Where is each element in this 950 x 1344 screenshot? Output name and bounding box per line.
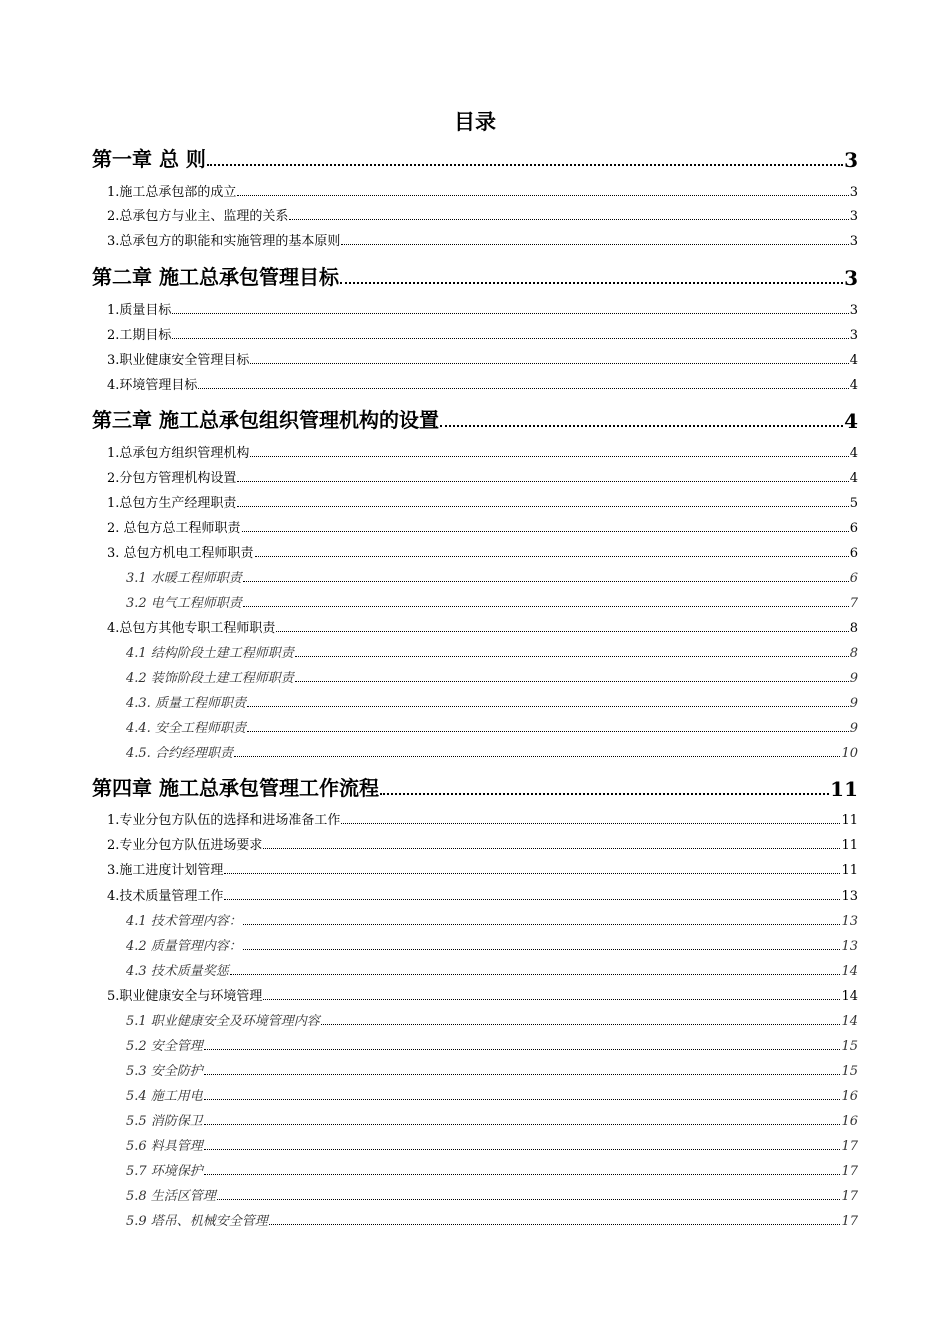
- toc-page-number: 5: [849, 496, 858, 511]
- dot-leader: [295, 656, 849, 657]
- dot-leader: [234, 756, 841, 757]
- toc-page-number: 14: [841, 964, 858, 979]
- toc-page-number: 11: [841, 813, 858, 828]
- toc-page-number: 6: [849, 546, 858, 561]
- toc-entry-label: 5.9 塔吊、机械安全管理: [126, 1214, 268, 1229]
- toc-page-number: 3: [849, 185, 858, 200]
- toc-section-entry[interactable]: [107, 323, 858, 343]
- toc-entry-label: 5.4 施工用电: [126, 1089, 203, 1104]
- dot-leader: [340, 282, 843, 284]
- toc-entry-label: 5.3 安全防护: [126, 1064, 203, 1079]
- toc-page-number: 14: [841, 1014, 858, 1029]
- dot-leader: [230, 974, 841, 975]
- toc-subsection-entry[interactable]: [126, 1034, 858, 1054]
- toc-entry-label: 5.8 生活区管理: [126, 1189, 216, 1204]
- dot-leader: [255, 556, 849, 557]
- toc-page-number: 3: [849, 209, 858, 224]
- toc-section-entry[interactable]: [107, 229, 858, 249]
- dot-leader: [217, 1199, 841, 1200]
- toc-page-number: 3: [849, 328, 858, 343]
- dot-leader: [321, 1024, 841, 1025]
- toc-page-number: 3: [844, 266, 858, 290]
- toc-entry-label: 5.7 环境保护: [126, 1164, 203, 1179]
- toc-section-entry[interactable]: [107, 466, 858, 486]
- toc-entry-label: 4.1 技术管理内容：: [126, 914, 242, 929]
- toc-page-number: 7: [849, 596, 858, 611]
- toc-entry-label: 5.1 职业健康安全及环境管理内容: [126, 1014, 320, 1029]
- dot-leader: [250, 456, 848, 457]
- toc-entry-label: 4.1 结构阶段土建工程师职责: [126, 646, 294, 661]
- toc-section-entry[interactable]: [107, 616, 858, 636]
- toc-section-entry[interactable]: [107, 808, 858, 828]
- dot-leader: [204, 1174, 841, 1175]
- dot-leader: [243, 581, 849, 582]
- toc-entry-label: 3.2 电气工程师职责: [126, 596, 242, 611]
- toc-subsection-entry[interactable]: [126, 959, 858, 979]
- dot-leader: [237, 481, 848, 482]
- dot-leader: [243, 949, 841, 950]
- toc-page-number: 6: [849, 571, 858, 586]
- toc-page-number: 9: [849, 671, 858, 686]
- toc-section-entry[interactable]: [107, 491, 858, 511]
- toc-subsection-entry[interactable]: [126, 716, 858, 736]
- toc-page-number: 8: [849, 621, 858, 636]
- toc-page-number: 17: [841, 1139, 858, 1154]
- toc-entry-label: 4.3 技术质量奖惩: [126, 964, 229, 979]
- toc-page-number: 15: [841, 1064, 858, 1079]
- dot-leader: [198, 388, 848, 389]
- dot-leader: [204, 1124, 841, 1125]
- toc-page-number: 13: [841, 889, 858, 904]
- toc-section-entry[interactable]: [107, 373, 858, 393]
- toc-page-number: 17: [841, 1214, 858, 1229]
- page-title: 目录: [454, 110, 496, 134]
- toc-subsection-entry[interactable]: [126, 1059, 858, 1079]
- toc-section-entry[interactable]: [107, 541, 858, 561]
- toc-subsection-entry[interactable]: [126, 741, 858, 761]
- dot-leader: [250, 363, 848, 364]
- toc-entry-label: 4.总包方其他专职工程师职责: [107, 621, 276, 636]
- toc-chapter-entry[interactable]: [92, 773, 858, 801]
- toc-section-entry[interactable]: [107, 884, 858, 904]
- toc-entry-label: 4.环境管理目标: [107, 378, 198, 393]
- dot-leader: [243, 606, 849, 607]
- dot-leader: [341, 823, 840, 824]
- toc-entry-label: 3.职业健康安全管理目标: [107, 353, 250, 368]
- toc-chapter-entry[interactable]: [92, 144, 858, 172]
- toc-entry-label: 第二章 施工总承包管理目标: [92, 265, 339, 289]
- dot-leader: [289, 219, 848, 220]
- dot-leader: [295, 681, 849, 682]
- dot-leader: [204, 1149, 841, 1150]
- toc-page-number: 3: [849, 303, 858, 318]
- toc-subsection-entry[interactable]: [126, 641, 858, 661]
- toc-subsection-entry[interactable]: [126, 1109, 858, 1129]
- toc-entry-label: 5.2 安全管理: [126, 1039, 203, 1054]
- toc-chapter-entry[interactable]: [92, 262, 858, 290]
- toc-section-entry[interactable]: [107, 516, 858, 536]
- dot-leader: [242, 531, 849, 532]
- toc-page-number: 4: [849, 471, 858, 486]
- dot-leader: [269, 1224, 841, 1225]
- toc-subsection-entry[interactable]: [126, 934, 858, 954]
- dot-leader: [247, 731, 849, 732]
- toc-subsection-entry[interactable]: [126, 1159, 858, 1179]
- toc-page-number: 13: [841, 939, 858, 954]
- toc-entry-label: 5.5 消防保卫: [126, 1114, 203, 1129]
- toc-entry-label: 1.专业分包方队伍的选择和进场准备工作: [107, 813, 341, 828]
- dot-leader: [224, 873, 840, 874]
- dot-leader: [204, 1074, 841, 1075]
- toc-section-entry[interactable]: [107, 204, 858, 224]
- toc-section-entry[interactable]: [107, 298, 858, 318]
- toc-entry-label: 1.施工总承包部的成立: [107, 185, 237, 200]
- toc-subsection-entry[interactable]: [126, 1209, 858, 1229]
- dot-leader: [237, 195, 848, 196]
- toc-page-number: 9: [849, 721, 858, 736]
- toc-section-entry[interactable]: [107, 833, 858, 853]
- toc-entry-label: 3.总承包方的职能和实施管理的基本原则: [107, 234, 341, 249]
- toc-chapter-entry[interactable]: [92, 405, 858, 433]
- toc-section-entry[interactable]: [107, 348, 858, 368]
- dot-leader: [341, 244, 848, 245]
- toc-page-number: 3: [849, 234, 858, 249]
- toc-entry-label: 5.职业健康安全与环境管理: [107, 989, 263, 1004]
- dot-leader: [172, 313, 848, 314]
- toc-subsection-entry[interactable]: [126, 566, 858, 586]
- toc-section-entry[interactable]: [107, 180, 858, 200]
- toc-entry-label: 2.专业分包方队伍进场要求: [107, 838, 263, 853]
- toc-subsection-entry[interactable]: [126, 909, 858, 929]
- dot-leader: [204, 1049, 841, 1050]
- toc-subsection-entry[interactable]: [126, 1134, 858, 1154]
- toc-entry-label: 第四章 施工总承包管理工作流程: [92, 776, 379, 800]
- toc-page-number: 8: [849, 646, 858, 661]
- dot-leader: [243, 924, 841, 925]
- dot-leader: [247, 706, 849, 707]
- toc-entry-label: 3. 总包方机电工程师职责: [107, 546, 254, 561]
- toc-entry-label: 4.3. 质量工程师职责: [126, 696, 246, 711]
- toc-entry-label: 2.分包方管理机构设置: [107, 471, 237, 486]
- toc-entry-label: 4.2 质量管理内容：: [126, 939, 242, 954]
- toc-page-number: 11: [841, 838, 858, 853]
- toc-entry-label: 3.1 水暖工程师职责: [126, 571, 242, 586]
- toc-page-number: 15: [841, 1039, 858, 1054]
- toc-entry-label: 4.5. 合约经理职责: [126, 746, 233, 761]
- toc-page-number: 9: [849, 696, 858, 711]
- toc-entry-label: 1.总包方生产经理职责: [107, 496, 237, 511]
- toc-section-entry[interactable]: [107, 858, 858, 878]
- dot-leader: [204, 1099, 841, 1100]
- toc-page-number: 4: [849, 353, 858, 368]
- dot-leader: [237, 506, 848, 507]
- toc-entry-label: 4.2 装饰阶段土建工程师职责: [126, 671, 294, 686]
- toc-entry-label: 2. 总包方总工程师职责: [107, 521, 241, 536]
- toc-page-number: 13: [841, 914, 858, 929]
- dot-leader: [440, 425, 843, 427]
- dot-leader: [207, 164, 843, 166]
- toc-page-number: 17: [841, 1164, 858, 1179]
- toc-page-number: 4: [849, 446, 858, 461]
- dot-leader: [172, 338, 848, 339]
- toc-entry-label: 2.总承包方与业主、监理的关系: [107, 209, 289, 224]
- toc-subsection-entry[interactable]: [126, 1184, 858, 1204]
- dot-leader: [380, 793, 829, 795]
- toc-page-number: 14: [841, 989, 858, 1004]
- toc-page-number: 11: [830, 777, 858, 801]
- toc-page-number: 17: [841, 1189, 858, 1204]
- toc-subsection-entry[interactable]: [126, 691, 858, 711]
- toc-entry-label: 3.施工进度计划管理: [107, 863, 224, 878]
- toc-subsection-entry[interactable]: [126, 1009, 858, 1029]
- toc-entry-label: 1.质量目标: [107, 303, 172, 318]
- toc-entry-label: 4.技术质量管理工作: [107, 889, 224, 904]
- dot-leader: [224, 899, 840, 900]
- toc-entry-label: 第三章 施工总承包组织管理机构的设置: [92, 408, 439, 432]
- toc-page-number: 4: [844, 409, 858, 433]
- toc-subsection-entry[interactable]: [126, 666, 858, 686]
- toc-page-number: 3: [844, 148, 858, 172]
- dot-leader: [276, 631, 848, 632]
- toc-page-number: 16: [841, 1114, 858, 1129]
- toc-entry-label: 4.4. 安全工程师职责: [126, 721, 246, 736]
- toc-entry-label: 第一章 总 则: [92, 147, 206, 171]
- toc-entry-label: 2.工期目标: [107, 328, 172, 343]
- toc-subsection-entry[interactable]: [126, 591, 858, 611]
- toc-page-number: 4: [849, 378, 858, 393]
- toc-section-entry[interactable]: [107, 441, 858, 461]
- dot-leader: [263, 848, 840, 849]
- toc-page-number: 6: [849, 521, 858, 536]
- toc-entry-label: 1.总承包方组织管理机构: [107, 446, 250, 461]
- toc-page-number: 11: [841, 863, 858, 878]
- toc-entry-label: 5.6 料具管理: [126, 1139, 203, 1154]
- toc-page-number: 10: [841, 746, 858, 761]
- dot-leader: [263, 999, 840, 1000]
- toc-page-number: 16: [841, 1089, 858, 1104]
- toc-section-entry[interactable]: [107, 984, 858, 1004]
- toc-subsection-entry[interactable]: [126, 1084, 858, 1104]
